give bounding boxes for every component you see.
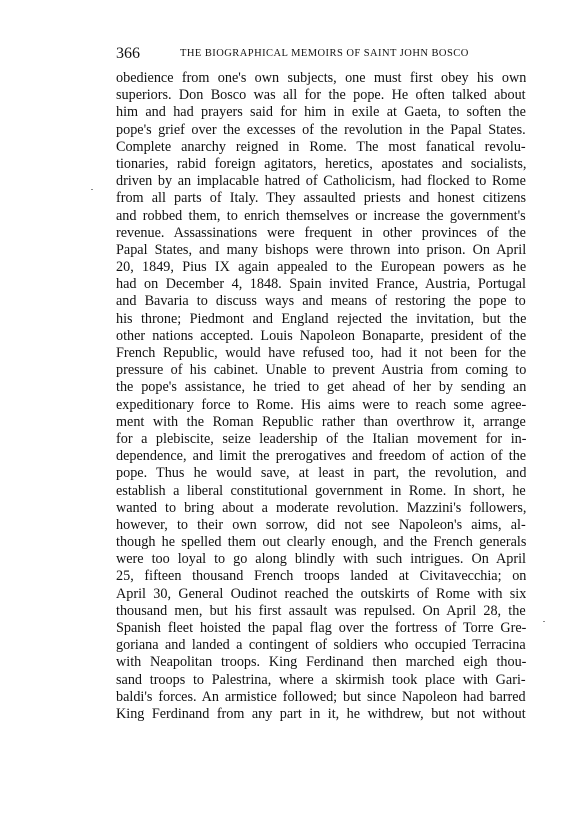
text-line: had on December 4, 1848. Spain invited France, Austria, Portugal	[116, 276, 526, 293]
text-line: establish a liberal constitutional government in Rome. In short, he	[116, 482, 526, 499]
text-line: Papal States, and many bishops were thrown into prison. On April	[116, 241, 526, 258]
scan-speck	[91, 189, 93, 190]
text-line: for a plebiscite, seize leadership of the Italian movement for in-	[116, 430, 526, 447]
text-line: and robbed them, to enrich themselves or increase the government's	[116, 207, 526, 224]
text-line: Spanish fleet hoisted the papal flag over the fortress of Torre Gre-	[116, 620, 526, 636]
scan-speck	[543, 621, 545, 622]
text-line: him and had prayers said for him in exile at Gaeta, to soften the	[116, 104, 526, 121]
text-line: though he spelled them out clearly enough, and the French generals	[116, 534, 526, 551]
text-line: his throne; Piedmont and England rejected the invitation, but the	[116, 310, 526, 327]
text-line: goriana and landed a contingent of soldiers who occupied Terracina	[116, 637, 526, 654]
text-line: King Ferdinand from any part in it, he withdrew, but not without	[116, 705, 526, 722]
text-line: other nations accepted. Louis Napoleon Bonaparte, president of the	[116, 327, 526, 344]
text-line: and Bavaria to discuss ways and means of restoring the pope to	[116, 293, 526, 310]
text-line: sand troops to Palestrina, where a skirmish took place with Gari-	[116, 671, 526, 688]
text-line: with Neapolitan troops. King Ferdinand then marched eigh thou-	[116, 654, 526, 671]
text-line: French Republic, would have refused too, had it not been for the	[116, 345, 526, 361]
text-line: baldi's forces. An armistice followed; but since Napoleon had barred	[116, 688, 526, 705]
body-text	[116, 70, 526, 723]
running-head: THE BIOGRAPHICAL MEMOIRS OF SAINT JOHN BOSCO	[180, 48, 469, 59]
text-line: 20, 1849, Pius IX again appealed to the European powers as he	[116, 259, 526, 276]
text-line: pressure of his cabinet. Unable to prevent Austria from coming to	[116, 362, 526, 379]
text-line: Complete anarchy reigned in Rome. The most fanatical revolu-	[116, 138, 526, 155]
text-line: obedience from one's own subjects, one must first obey his own	[116, 70, 526, 86]
page-number: 366	[116, 45, 140, 62]
text-line: were too loyal to go along blindly with such intrigues. On April	[116, 551, 526, 568]
page-header	[116, 44, 526, 64]
text-line: driven by an implacable hatred of Catholicism, had flocked to Rome	[116, 173, 526, 190]
text-line: expeditionary force to Rome. His aims were to reach some agree-	[116, 396, 526, 413]
text-line: superiors. Don Bosco was all for the pope. He often talked about	[116, 87, 526, 104]
text-line: April 30, General Oudinot reached the outskirts of Rome with six	[116, 585, 526, 602]
text-line: ment with the Roman Republic rather than overthrow it, arrange	[116, 413, 526, 430]
text-line: tionaries, rabid foreign agitators, heretics, apostates and socialists,	[116, 155, 526, 172]
text-line: thousand men, but his first assault was repulsed. On April 28, the	[116, 602, 526, 619]
text-line: pope's grief over the excesses of the revolution in the Papal States.	[116, 121, 526, 138]
text-line: 25, fifteen thousand French troops landed at Civitavecchia; on	[116, 568, 526, 585]
text-line: pope. Thus he would save, at least in part, the revolution, and	[116, 465, 526, 482]
text-line: dependence, and limit the prerogatives and freedom of action of the	[116, 448, 526, 465]
text-line: revenue. Assassinations were frequent in other provinces of the	[116, 224, 526, 241]
text-line: wanted to bring about a moderate revolution. Mazzini's followers,	[116, 499, 526, 516]
text-line: however, to their own sorrow, did not see Napoleon's aims, al-	[116, 516, 526, 533]
text-line: the pope's assistance, he tried to get ahead of her by sending an	[116, 379, 526, 396]
text-line: from all parts of Italy. They assaulted priests and honest citizens	[116, 190, 526, 207]
